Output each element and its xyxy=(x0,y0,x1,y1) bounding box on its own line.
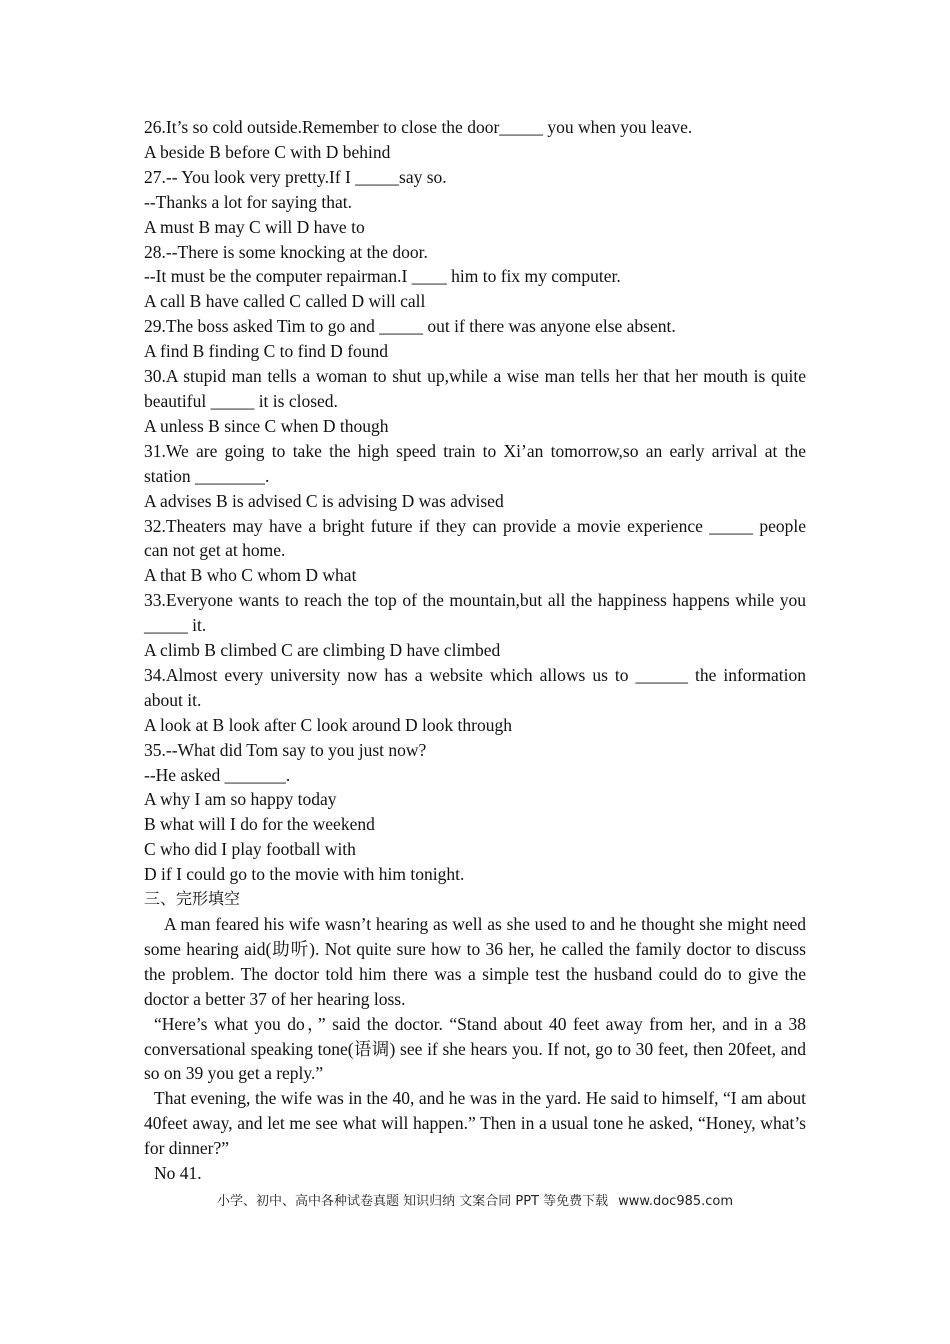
question-27-stem: 27.-- You look very pretty.If I _____say so. xyxy=(144,166,447,187)
question-28-reply: --It must be the computer repairman.I ____ him to fix my computer. xyxy=(144,266,621,287)
question-33-stem: 33.Everyone wants to reach the top of the mountain,but all the happiness happens while you _____ it. xyxy=(144,590,806,636)
question-35-option-d: D if I could go to the movie with him tonight. xyxy=(144,864,465,885)
question-35-option-a: A why I am so happy today xyxy=(144,789,337,810)
question-30-options: A unless B since C when D though xyxy=(144,415,389,436)
cloze-paragraph-3: That evening, the wife was in the 40, and he was in the yard. He said to himself, “I am about 40feet away, and let me see what will happen.” Then in a usual tone he asked, “Honey, what’s for dinner?” xyxy=(144,1088,806,1159)
document-body xyxy=(144,115,806,1186)
page-footer xyxy=(0,1190,950,1209)
question-27-options: A must B may C will D have to xyxy=(144,216,365,237)
question-26-options: A beside B before C with D behind xyxy=(144,141,391,162)
question-29-options: A find B finding C to find D found xyxy=(144,341,389,362)
question-34-stem: 34.Almost every university now has a website which allows us to ______ the information about it. xyxy=(144,664,806,710)
question-32-stem: 32.Theaters may have a bright future if they can provide a movie experience _____ people can not get at home. xyxy=(144,515,806,561)
question-35-option-b: B what will I do for the weekend xyxy=(144,814,375,835)
question-29-stem: 29.The boss asked Tim to go and _____ out if there was anyone else absent. xyxy=(144,316,676,337)
question-28-options: A call B have called C called D will call xyxy=(144,291,426,312)
question-28-stem: 28.--There is some knocking at the door. xyxy=(144,241,428,262)
question-26-stem: 26.It’s so cold outside.Remember to close the door_____ you when you leave. xyxy=(144,117,693,137)
cloze-paragraph-2: “Here’s what you do，” said the doctor. “Stand about 40 feet away from her, and in a 38 conversational speaking tone(语调) see if she hears you. If not, go to 30 feet, then 20feet, and so on 39 you get a reply.” xyxy=(144,1013,806,1084)
question-31-options: A advises B is advised C is advising D was advised xyxy=(144,490,504,511)
question-35-reply: --He asked _______. xyxy=(144,764,291,785)
cloze-paragraph-1: A man feared his wife wasn’t hearing as well as she used to and he thought she might need some hearing aid(助听). Not quite sure how to 36 her, he called the family doctor to discuss the problem. The doctor told him there was a simple test the husband could do to give the doctor a better 37 of her hearing loss. xyxy=(144,914,806,1009)
question-31-stem: 31.We are going to take the high speed train to Xi’an tomorrow,so an early arrival at the station ________. xyxy=(144,440,806,486)
question-35-option-c: C who did I play football with xyxy=(144,839,356,860)
cloze-section-title: 三、完形填空 xyxy=(144,889,241,909)
question-35-stem: 35.--What did Tom say to you just now? xyxy=(144,739,427,760)
footer-text: 小学、初中、高中各种试卷真题 知识归纳 文案合同 PPT 等免费下载 xyxy=(216,1194,609,1209)
footer-url: www.doc985.com xyxy=(618,1194,734,1209)
question-30-stem: 30.A stupid man tells a woman to shut up,while a wise man tells her that her mouth is quite beautiful _____ it is closed. xyxy=(144,366,806,411)
question-33-options: A climb B climbed C are climbing D have climbed xyxy=(144,640,501,661)
question-34-options: A look at B look after C look around D look through xyxy=(144,714,512,735)
question-32-options: A that B who C whom D what xyxy=(144,565,357,586)
question-27-reply: --Thanks a lot for saying that. xyxy=(144,191,353,212)
cloze-paragraph-4: No 41. xyxy=(154,1163,202,1184)
